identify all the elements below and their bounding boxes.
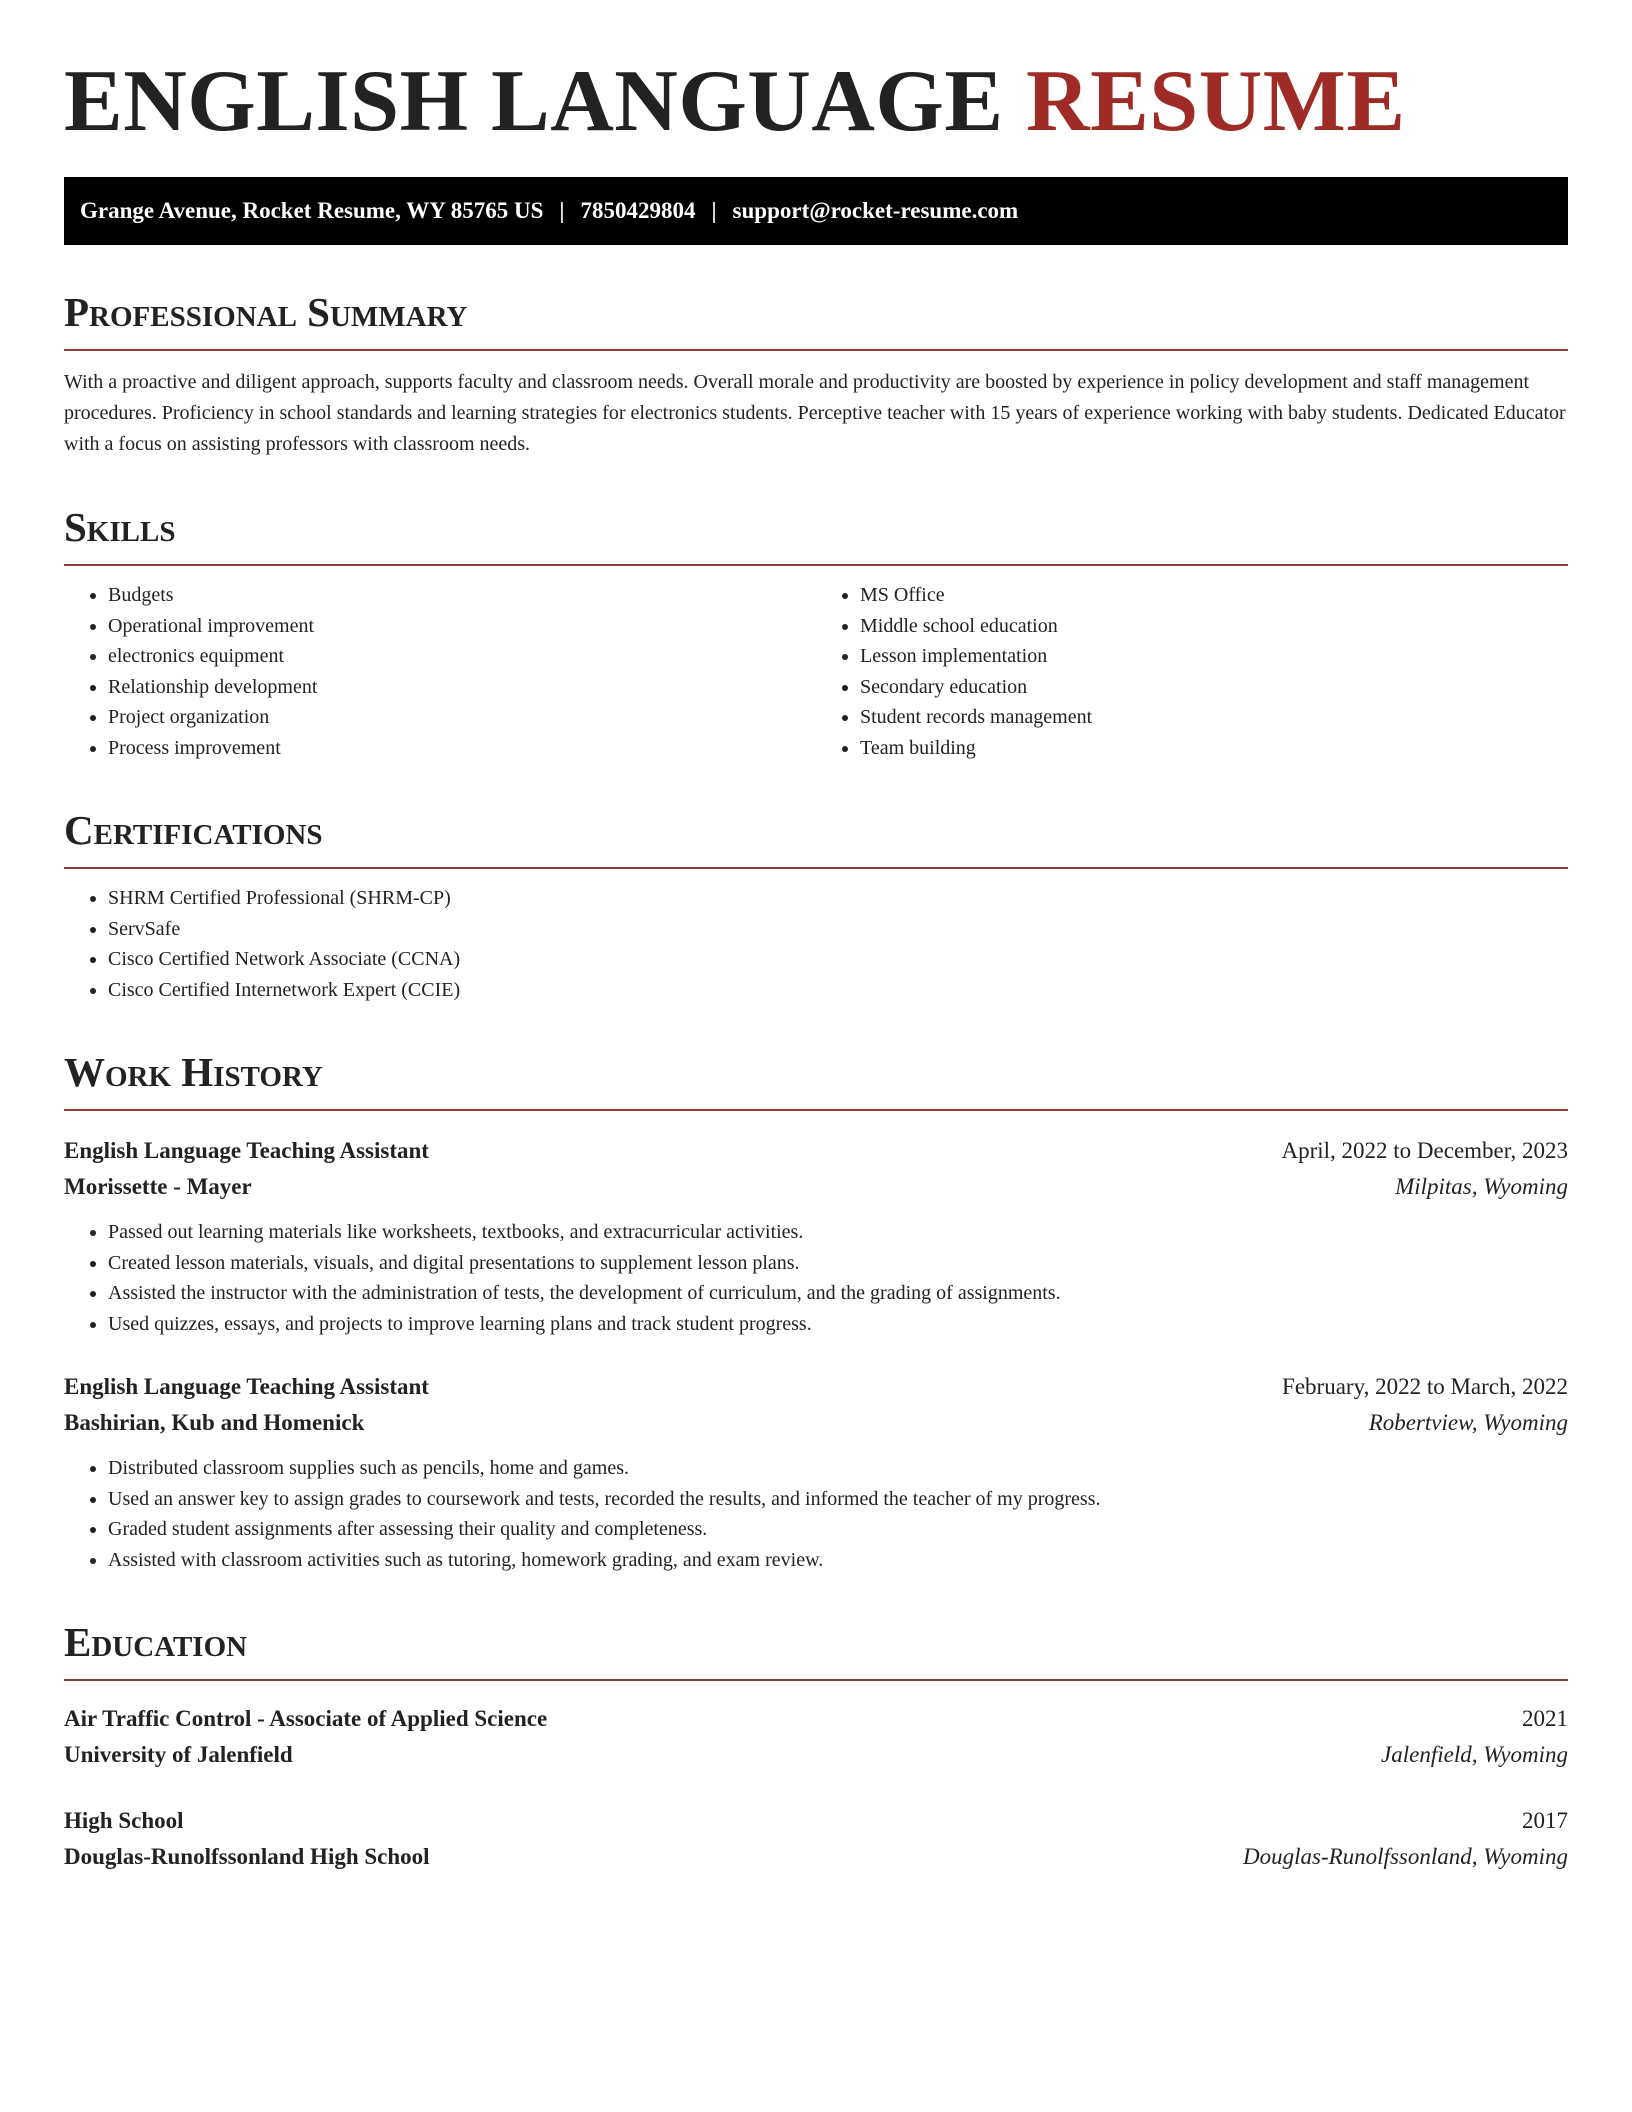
job-header-row <box>64 1369 1568 1405</box>
job-duty: • Assisted with classroom activities such as tutoring, homework grading, and exam review. <box>108 1545 1568 1576</box>
education-school-row <box>64 1839 1568 1875</box>
job-duties-list <box>64 1453 1568 1575</box>
contact-separator: | <box>711 198 717 223</box>
job-duty: • Used an answer key to assign grades to coursework and tests, recorded the results, and informed the teacher of my progress. <box>108 1484 1568 1515</box>
certification-item: • ServSafe <box>108 914 1568 945</box>
skill-item: • Team building <box>860 733 1568 764</box>
section-divider <box>64 1679 1568 1681</box>
education-degree-row <box>64 1701 1568 1737</box>
education-location: Jalenfield, Wyoming <box>1381 1742 1568 1767</box>
skill-item: • MS Office <box>860 580 1568 611</box>
contact-email[interactable]: support@rocket-resume.com <box>732 198 1019 223</box>
job-dates: February, 2022 to March, 2022 <box>1282 1374 1568 1399</box>
skill-item: • Middle school education <box>860 611 1568 642</box>
job-entry <box>64 1133 1568 1339</box>
contact-bar <box>64 177 1568 245</box>
certification-item: • SHRM Certified Professional (SHRM-CP) <box>108 883 1568 914</box>
certification-item: • Cisco Certified Internetwork Expert (CCIE) <box>108 975 1568 1006</box>
job-company-row <box>64 1169 1568 1205</box>
job-company-row <box>64 1405 1568 1441</box>
section-divider <box>64 1109 1568 1111</box>
skill-item: • Budgets <box>108 580 816 611</box>
job-duties-list <box>64 1217 1568 1339</box>
certifications-section <box>64 807 1568 1005</box>
job-company: Morissette - Mayer <box>64 1174 252 1199</box>
education-degree: Air Traffic Control - Associate of Applied Science <box>64 1706 548 1731</box>
education-location: Douglas-Runolfssonland, Wyoming <box>1243 1844 1568 1869</box>
job-duty: • Used quizzes, essays, and projects to improve learning plans and track student progress. <box>108 1309 1568 1340</box>
job-duty: • Graded student assignments after assessing their quality and completeness. <box>108 1514 1568 1545</box>
education-section <box>64 1619 1568 1875</box>
job-title: English Language Teaching Assistant <box>64 1138 429 1163</box>
work-history-heading: Work History <box>64 1049 323 1095</box>
skills-section <box>64 504 1568 763</box>
resume-title <box>64 52 1568 152</box>
skill-item: • Secondary education <box>860 672 1568 703</box>
skill-item: • Project organization <box>108 702 816 733</box>
summary-section <box>64 289 1568 460</box>
education-school: Douglas-Runolfssonland High School <box>64 1844 430 1869</box>
skill-item: • Student records management <box>860 702 1568 733</box>
job-duty: • Assisted the instructor with the administration of tests, the development of curriculum, and the grading of assignments. <box>108 1278 1568 1309</box>
title-accent: RESUME <box>1026 53 1406 150</box>
skills-list-left <box>64 580 816 763</box>
section-divider <box>64 349 1568 351</box>
summary-heading: Professional Summary <box>64 289 468 335</box>
skill-item: • Process improvement <box>108 733 816 764</box>
job-title: English Language Teaching Assistant <box>64 1374 429 1399</box>
skill-item: • Relationship development <box>108 672 816 703</box>
skill-item: • Operational improvement <box>108 611 816 642</box>
job-duty: • Created lesson materials, visuals, and digital presentations to supplement lesson plans. <box>108 1248 1568 1279</box>
education-entry <box>64 1701 1568 1773</box>
job-duty: • Distributed classroom supplies such as pencils, home and games. <box>108 1453 1568 1484</box>
contact-separator: | <box>559 198 565 223</box>
skills-grid <box>64 566 1568 763</box>
education-school-row <box>64 1737 1568 1773</box>
education-year: 2017 <box>1522 1808 1568 1833</box>
education-heading: Education <box>64 1619 248 1665</box>
section-divider <box>64 867 1568 869</box>
summary-text: With a proactive and diligent approach, supports faculty and classroom needs. Overall morale and productivity are boosted by experience in policy development and staff management procedures. Proficiency in school standards and learning strategies for electronics students. Perceptive teacher with 15 years of experience working with baby students. Dedicated Educator with a focus on assisting professors with classroom needs. <box>64 371 1566 455</box>
skills-list-right <box>816 580 1568 763</box>
contact-address: Grange Avenue, Rocket Resume, WY 85765 US <box>80 198 544 223</box>
education-degree-row <box>64 1803 1568 1839</box>
education-entry <box>64 1803 1568 1875</box>
title-main: ENGLISH LANGUAGE <box>64 53 1004 150</box>
education-degree: High School <box>64 1808 184 1833</box>
job-dates: April, 2022 to December, 2023 <box>1281 1138 1568 1163</box>
skill-item: • electronics equipment <box>108 641 816 672</box>
job-entry <box>64 1369 1568 1575</box>
skills-heading: Skills <box>64 504 176 550</box>
education-year: 2021 <box>1522 1706 1568 1731</box>
job-location: Robertview, Wyoming <box>1368 1410 1568 1435</box>
job-company: Bashirian, Kub and Homenick <box>64 1410 365 1435</box>
certifications-heading: Certifications <box>64 807 323 853</box>
skill-item: • Lesson implementation <box>860 641 1568 672</box>
contact-phone: 7850429804 <box>580 198 696 223</box>
job-location: Milpitas, Wyoming <box>1395 1174 1568 1199</box>
certification-item: • Cisco Certified Network Associate (CCNA) <box>108 944 1568 975</box>
job-duty: • Passed out learning materials like worksheets, textbooks, and extracurricular activities. <box>108 1217 1568 1248</box>
education-school: University of Jalenfield <box>64 1742 293 1767</box>
work-history-section <box>64 1049 1568 1575</box>
job-header-row <box>64 1133 1568 1169</box>
certifications-list <box>64 883 1568 1005</box>
